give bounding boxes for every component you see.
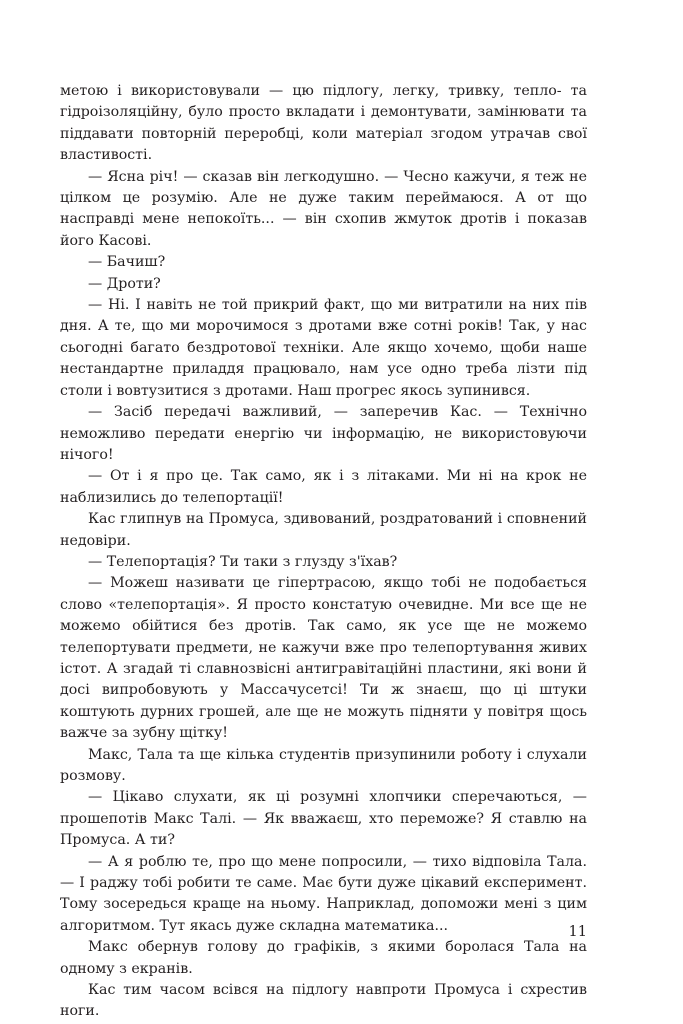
paragraph: — А я роблю те, про що мене попросили, — тихо відповіла Тала. — І раджу тобі робити те саме. Має бути дуже цікавий експеримент. Тому зосередься краще на ньому. Наприклад, допоможи мені з цим алгоритмом. Тут якась дуже складна математика... (60, 853, 587, 934)
paragraph: метою і використовували — цю підлогу, легку, тривку, тепло- та гідроізоляційну, було просто вкладати і демонтувати, замінювати та піддавати повторній переробці, коли матеріал згодом утрачав свої властивості. (60, 83, 587, 164)
page-number: 11 (568, 924, 587, 940)
paragraph: — Можеш називати це гіпертрасою, якщо тобі не подобається слово «телепортація». Я просто констатую очевидне. Ми все ще не можемо обійтися без дротів. Так само, як усе ще не можемо телепортувати предмети, не кажучи вже про телепортування живих істот. А згадай ті славнозвісні антигравітаційні пластини, які вони й досі випробовують у Массачусетсі! Ти ж знаєш, що ці штуки коштують дурних грошей, але ще не можуть підняти у повітря щось важче за зубну щітку! (60, 575, 587, 742)
paragraph: — Телепортація? Ти таки з глузду з'їхав? (88, 553, 398, 570)
paragraph: — Цікаво слухати, як ці розумні хлопчики сперечаються, — прошепотів Макс Талі. — Як вважаєш, хто переможе? Я ставлю на Промуса. А ти? (60, 789, 587, 849)
paragraph: Кас тим часом всівся на підлогу навпроти Промуса і схрестив ноги. (60, 982, 587, 1020)
paragraph: Макс обернув голову до графіків, з якими боролася Тала на одному з екранів. (60, 939, 587, 977)
paragraph: Кас глипнув на Промуса, здивований, роздратований і сповнений недовіри. (60, 511, 587, 549)
paragraph: — Ясна річ! — сказав він легкодушно. — Чесно кажучи, я теж не цілком це розумію. Але не дуже таким переймаюся. А от що насправді мене непокоїть... — він схопив жмуток дротів і показав його Касові. (60, 168, 587, 249)
body-text (60, 81, 587, 1023)
paragraph: Макс, Тала та ще кілька студентів призупинили роботу і слухали розмову. (60, 746, 587, 784)
paragraph: — Бачиш? (88, 254, 166, 271)
paragraph: — Дроти? (88, 275, 161, 292)
paragraph: — От і я про це. Так само, як і з літаками. Ми ні на крок не наблизились до телепортації! (60, 468, 587, 506)
paragraph: — Засіб передачі важливий, — заперечив Кас. — Технічно неможливо передати енергію чи інформацію, не використовуючи нічого! (60, 404, 587, 463)
paragraph: — Ні. І навіть не той прикрий факт, що ми витратили на них пів дня. А те, що ми морочимося з дротами вже сотні років! Так, у нас сьогодні багато бездротової техніки. Але якщо хочемо, щоби наше нестандартне приладдя працювало, нам усе одно треба лізти під столи і вовтузитися з дротами. Наш прогрес якось зупинився. (60, 297, 587, 399)
